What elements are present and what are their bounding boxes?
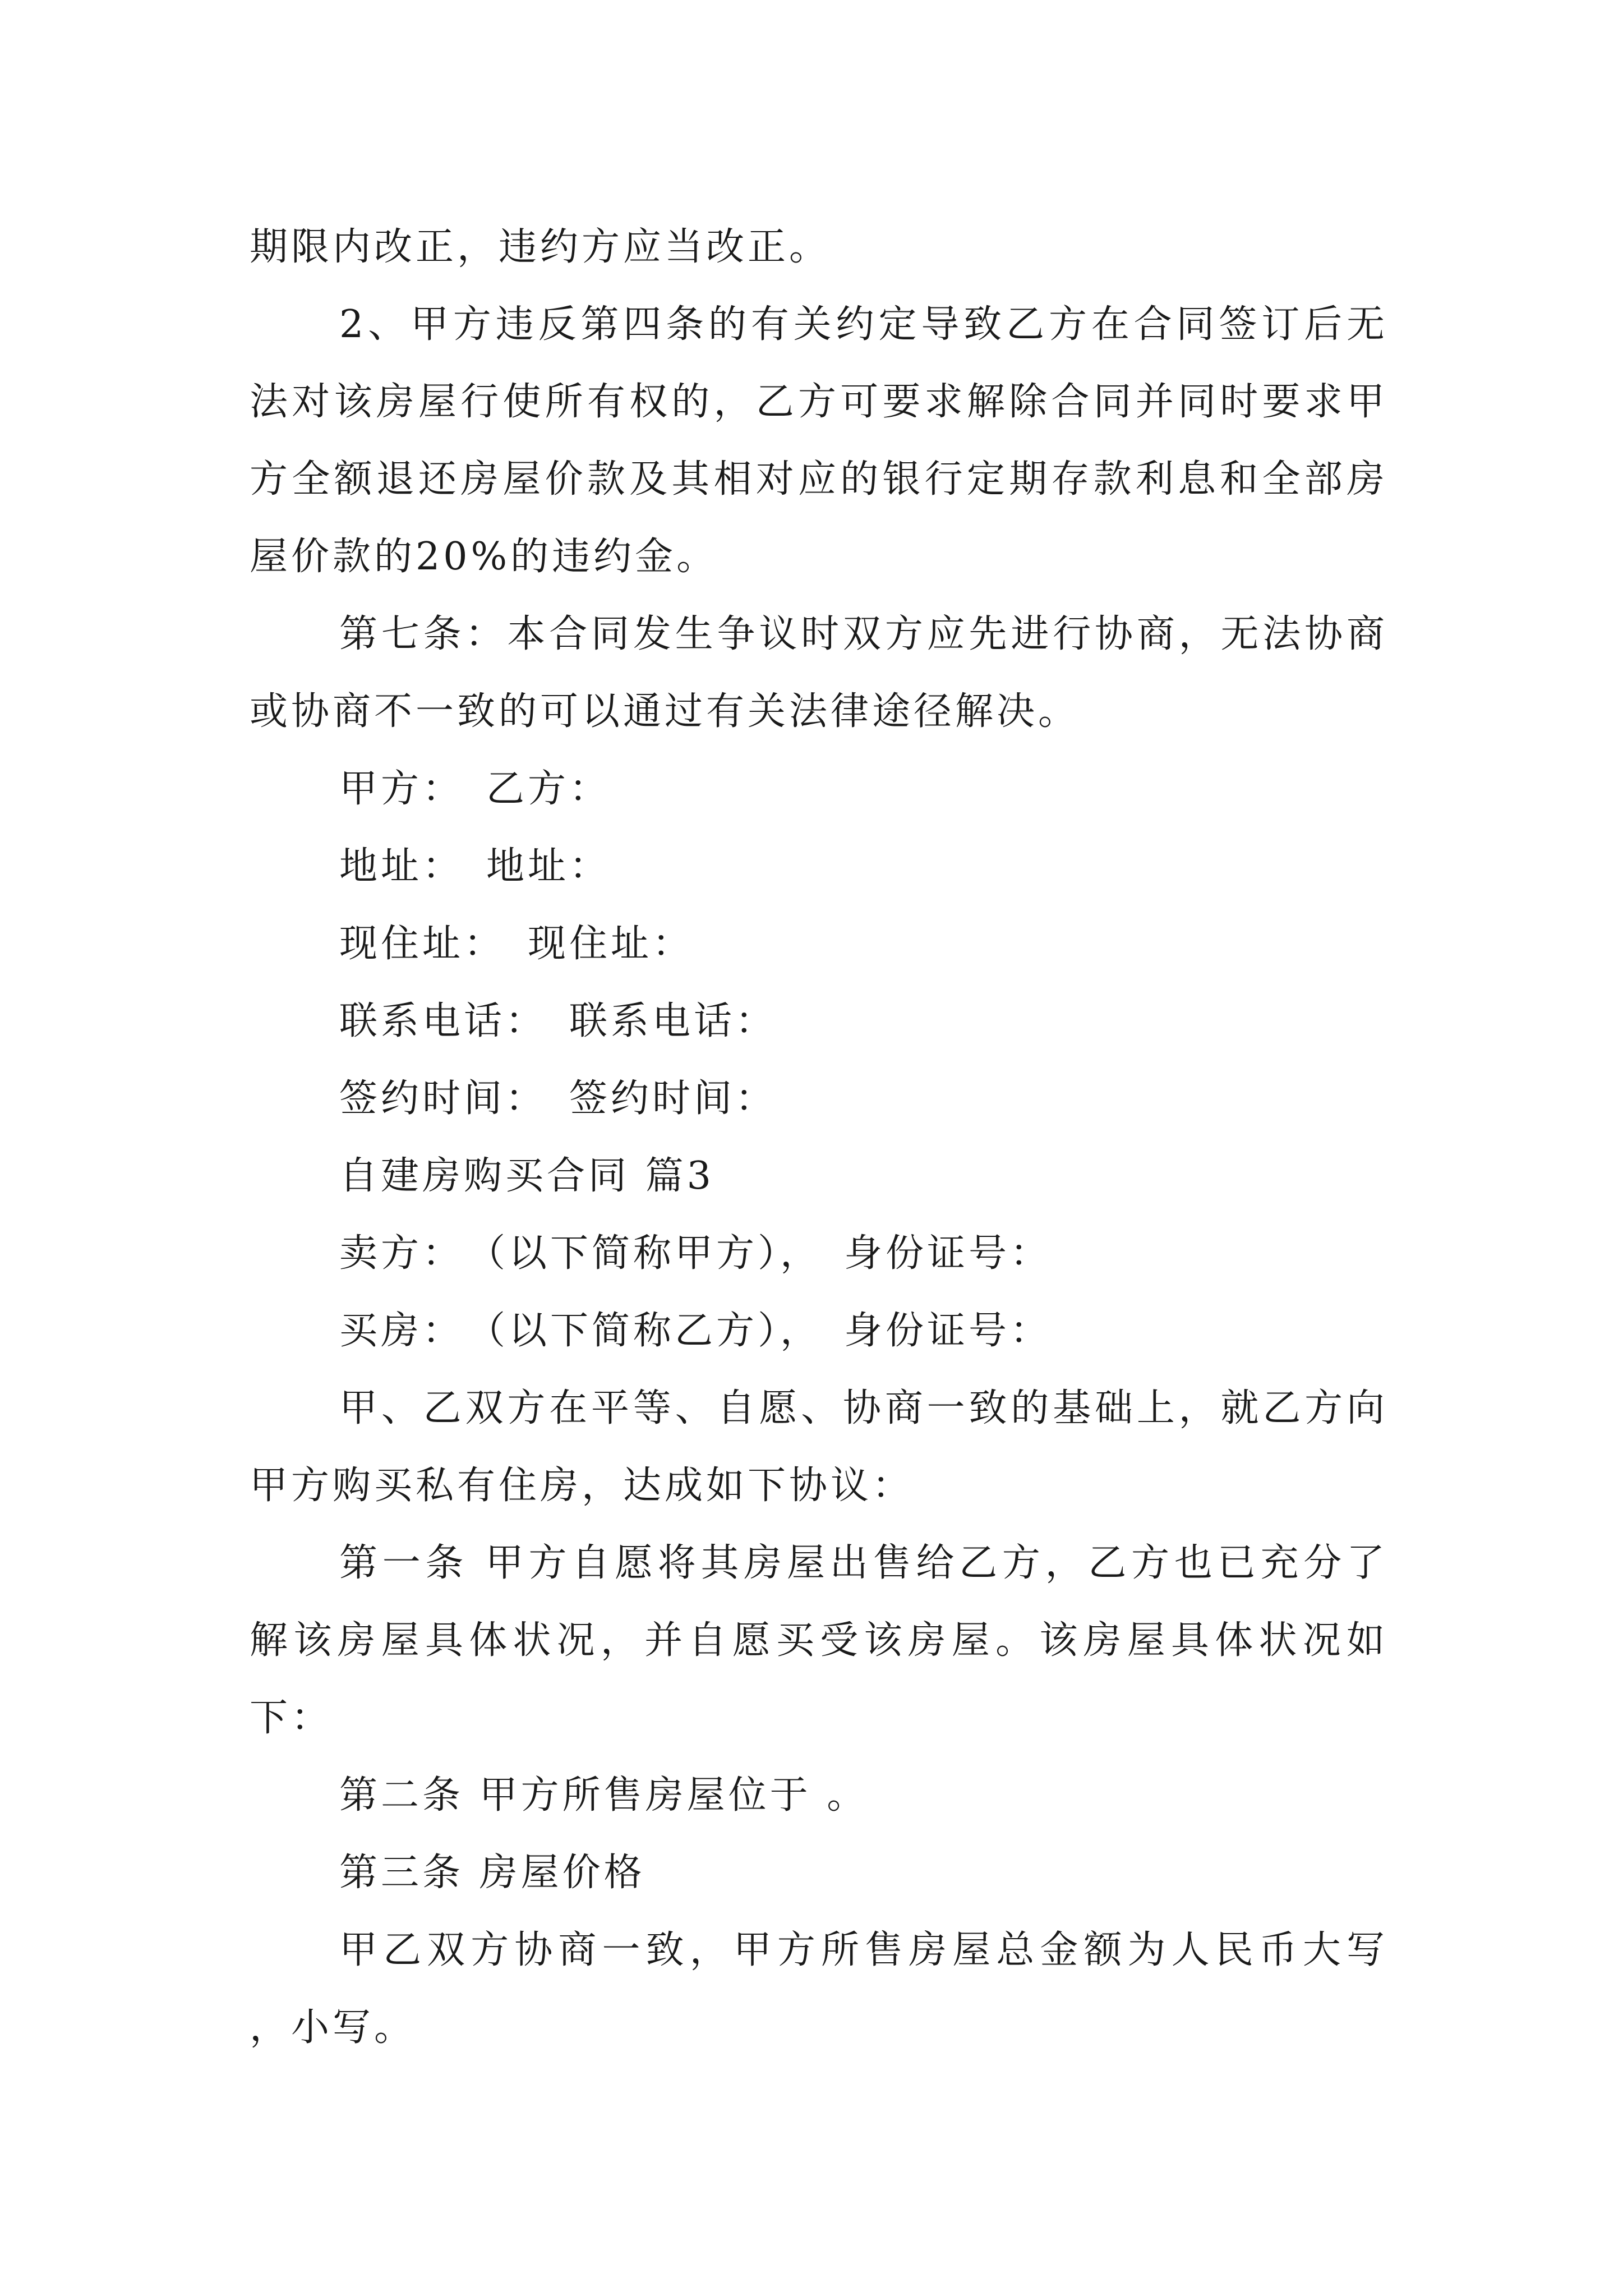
paragraph-article-1: 第一条 甲方自愿将其房屋出售给乙方，乙方也已充分了解该房屋具体状况，并自愿买受该房屋。该房屋具体状况如下： [250, 1541, 1388, 1740]
party-b-date-label: 签约时间： [569, 1076, 777, 1121]
seller-id-label: 身份证号： [844, 1231, 1052, 1276]
paragraph-article-7: 第七条：本合同发生争议时双方应先进行协商，无法协商或协商不一致的可以通过有关法律途径解决。 [250, 612, 1388, 734]
paragraph-article-3-title: 第三条 房屋价格 [339, 1851, 645, 1895]
signature-row-party [250, 751, 1388, 828]
document-body [250, 209, 1388, 2067]
buyer-role: 买房： [339, 1309, 464, 1353]
party-b-address-label: 地址： [486, 844, 611, 889]
buyer-note: （以下简称乙方）， [486, 1309, 822, 1353]
paragraph-continuation: 期限内改正，违约方应当改正。 [250, 225, 831, 269]
paragraph-article-3-body: 甲乙双方协商一致，甲方所售房屋总金额为人民币大写 ，小写。 [250, 1928, 1388, 2050]
seller-line [250, 1215, 1388, 1292]
party-a-residence-label: 现住址： [339, 922, 506, 966]
signature-row-phone [250, 983, 1388, 1060]
seller-note: （以下简称甲方）， [486, 1231, 822, 1276]
party-a-phone-label: 联系电话： [339, 999, 547, 1043]
party-a-date-label: 签约时间： [339, 1076, 547, 1121]
buyer-line [250, 1292, 1388, 1370]
party-a-address-label: 地址： [339, 844, 464, 889]
paragraph-preamble: 甲、乙双方在平等、自愿、协商一致的基础上，就乙方向甲方购买私有住房，达成如下协议： [250, 1386, 1388, 1508]
paragraph-article-2: 第二条 甲方所售房屋位于 。 [339, 1773, 869, 1818]
party-b-phone-label: 联系电话： [569, 999, 777, 1043]
party-b-label: 乙方： [486, 767, 611, 811]
buyer-id-label: 身份证号： [844, 1309, 1052, 1353]
paragraph-breach-clause-2: 2、甲方违反第四条的有关约定导致乙方在合同签订后无法对该房屋行使所有权的，乙方可要求解除合同并同时要求甲方全额退还房屋价款及其相对应的银行定期存款利息和全部房屋价款的20%的违约金。 [250, 302, 1388, 579]
party-a-label: 甲方： [339, 767, 464, 811]
signature-row-residence [250, 905, 1388, 983]
section-title: 自建房购买合同 篇3 [339, 1154, 714, 1198]
signature-block [250, 751, 1388, 1138]
signature-row-date [250, 1060, 1388, 1138]
seller-role: 卖方： [339, 1231, 464, 1276]
signature-row-address [250, 828, 1388, 905]
party-b-residence-label: 现住址： [528, 922, 694, 966]
